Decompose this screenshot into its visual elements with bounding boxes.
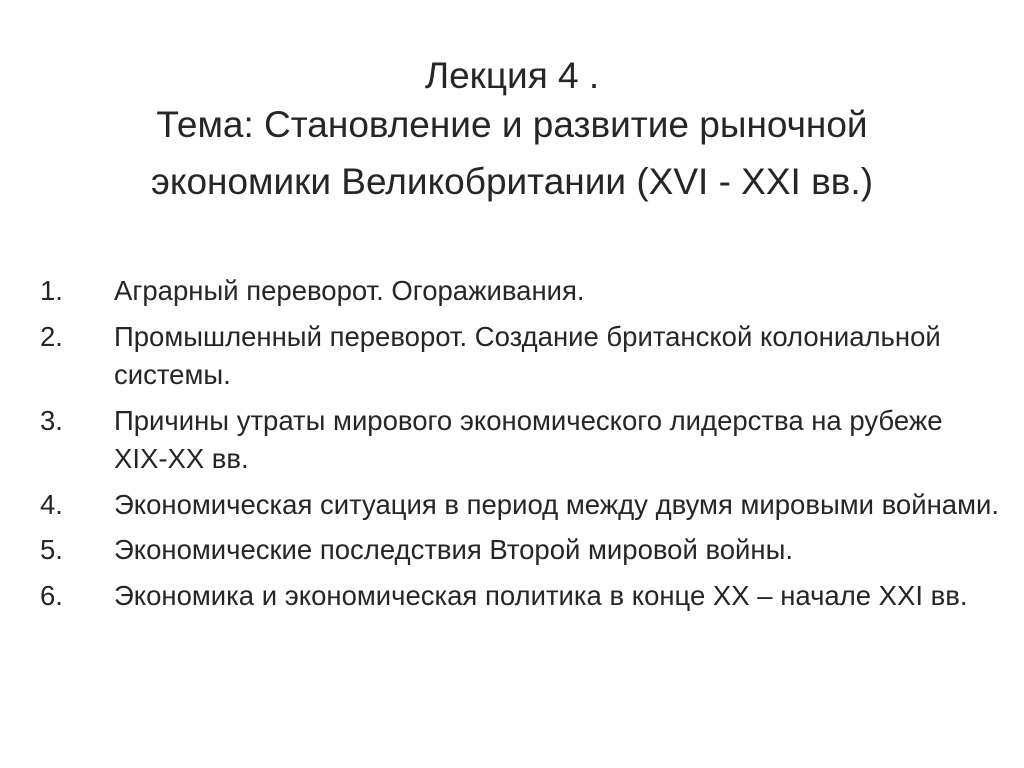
agenda-item-number: 3.	[40, 404, 63, 436]
agenda-item-text: Причины утраты мирового экономического лидерства на рубеже XIX-XX вв.	[114, 404, 943, 474]
topic-title: Тема: Становление и развитие рыночной	[156, 103, 868, 145]
agenda-item-number: 1.	[40, 275, 63, 306]
agenda-item-5	[40, 531, 1000, 570]
agenda-item-6	[40, 577, 1000, 616]
agenda-item-4	[40, 486, 1000, 525]
agenda-item-3	[40, 402, 1000, 479]
agenda-item-2	[40, 318, 1000, 395]
agenda-item-text: Экономическая ситуация в период между двумя мировыми войнами.	[114, 488, 999, 520]
agenda-item-number: 5.	[40, 534, 63, 565]
topic-title-continued: экономики Великобритании (XVI - XXI вв.)	[150, 160, 874, 202]
slide-title	[40, 52, 984, 206]
agenda-item-1	[40, 272, 1000, 311]
agenda-item-number: 2.	[40, 320, 63, 352]
agenda-item-text: Аграрный переворот. Огораживания.	[114, 275, 585, 306]
agenda-item-text: Экономика и экономическая политика в конце XX – начале XXI вв.	[114, 579, 968, 611]
lecture-number: Лекция 4 .	[424, 55, 600, 96]
agenda-item-number: 6.	[40, 579, 63, 611]
agenda-item-text: Экономические последствия Второй мировой войны.	[114, 534, 794, 565]
agenda-item-text: Промышленный переворот. Создание британской колониальной системы.	[114, 320, 941, 390]
agenda-item-number: 4.	[40, 488, 63, 520]
agenda-list	[40, 272, 1000, 622]
